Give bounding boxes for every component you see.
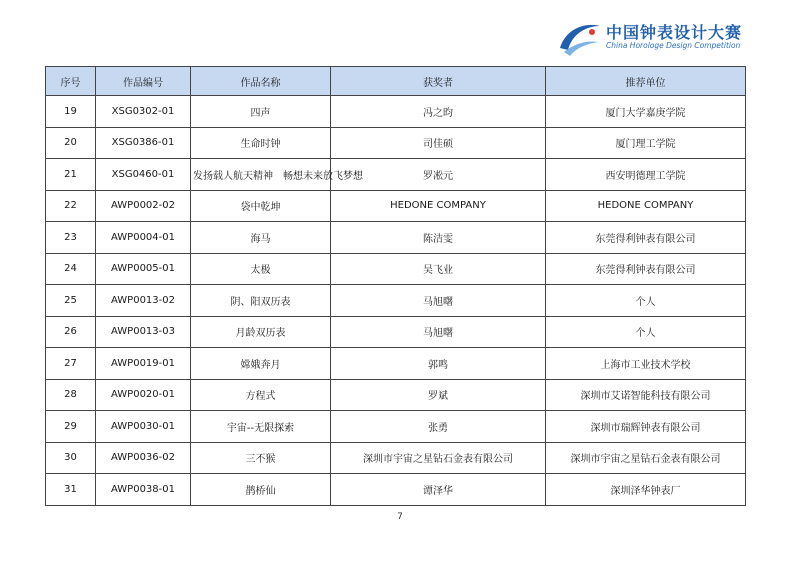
cell-number: 26: [46, 316, 96, 348]
table-row: [46, 285, 746, 317]
cell-recommending-unit: 东莞得利钟表有限公司: [546, 253, 746, 285]
cell-recommending-unit: 个人: [546, 285, 746, 317]
cell-work-name: 三不猴: [191, 442, 331, 474]
cell-recommending-unit: 深圳市宇宙之星钻石金表有限公司: [546, 442, 746, 474]
table-row: [46, 474, 746, 506]
cell-work-name: 嫦娥奔月: [191, 348, 331, 380]
cell-recommending-unit: 深圳市瑞辉钟表有限公司: [546, 411, 746, 443]
cell-work-name: 方程式: [191, 379, 331, 411]
cell-recommending-unit: 厦门理工学院: [546, 127, 746, 159]
cell-winner: 张勇: [331, 411, 546, 443]
table-row: [46, 442, 746, 474]
cell-winner: 谭泽华: [331, 474, 546, 506]
column-header-number: 序号: [46, 67, 96, 96]
table-row: [46, 379, 746, 411]
cell-number: 28: [46, 379, 96, 411]
cell-winner: 冯之昀: [331, 96, 546, 128]
table-row: [46, 348, 746, 380]
cell-winner: 马旭曙: [331, 285, 546, 317]
cell-work-name: 阴、阳双历表: [191, 285, 331, 317]
table-row: [46, 316, 746, 348]
cell-work-id: AWP0020-01: [96, 379, 191, 411]
logo-title: 中国钟表设计大赛: [606, 23, 743, 42]
cell-winner: 司佳硕: [331, 127, 546, 159]
cell-recommending-unit: 上海市工业技术学校: [546, 348, 746, 380]
cell-work-id: XSG0386-01: [96, 127, 191, 159]
cell-winner: HEDONE COMPANY: [331, 190, 546, 222]
cell-work-id: AWP0013-02: [96, 285, 191, 317]
cell-number: 20: [46, 127, 96, 159]
competition-logo: [556, 18, 756, 58]
cell-number: 19: [46, 96, 96, 128]
cell-recommending-unit: 深圳市艾诺智能科技有限公司: [546, 379, 746, 411]
cell-recommending-unit: HEDONE COMPANY: [546, 190, 746, 222]
cell-work-name: 太极: [191, 253, 331, 285]
cell-work-id: XSG0460-01: [96, 159, 191, 191]
cell-recommending-unit: 深圳泽华钟表厂: [546, 474, 746, 506]
column-header-winner: 获奖者: [331, 67, 546, 96]
cell-winner: 罗斌: [331, 379, 546, 411]
cell-recommending-unit: 个人: [546, 316, 746, 348]
cell-recommending-unit: 西安明德理工学院: [546, 159, 746, 191]
cell-work-id: AWP0002-02: [96, 190, 191, 222]
cell-winner: 马旭曙: [331, 316, 546, 348]
column-header-recommending-unit: 推荐单位: [546, 67, 746, 96]
cell-winner: 深圳市宇宙之星钻石金表有限公司: [331, 442, 546, 474]
cell-work-id: AWP0005-01: [96, 253, 191, 285]
cell-work-name: 发扬载人航天精神 畅想未来放飞梦想: [191, 159, 331, 191]
table-row: [46, 127, 746, 159]
table-header-row: [46, 67, 746, 96]
table-row: [46, 96, 746, 128]
cell-number: 22: [46, 190, 96, 222]
cell-work-name: 鹊桥仙: [191, 474, 331, 506]
cell-work-id: AWP0013-03: [96, 316, 191, 348]
cell-work-name: 宇宙--无限探索: [191, 411, 331, 443]
swirl-logo-icon: [556, 18, 604, 58]
cell-winner: 郭鸣: [331, 348, 546, 380]
cell-work-name: 四声: [191, 96, 331, 128]
table-row: [46, 159, 746, 191]
table-row: [46, 222, 746, 254]
cell-work-name: 生命时钟: [191, 127, 331, 159]
cell-number: 21: [46, 159, 96, 191]
cell-number: 24: [46, 253, 96, 285]
cell-number: 31: [46, 474, 96, 506]
table-row: [46, 253, 746, 285]
page-number: 7: [397, 512, 403, 522]
cell-number: 30: [46, 442, 96, 474]
cell-work-id: AWP0019-01: [96, 348, 191, 380]
table-row: [46, 411, 746, 443]
cell-work-id: AWP0004-01: [96, 222, 191, 254]
cell-recommending-unit: 厦门大学嘉庚学院: [546, 96, 746, 128]
cell-work-name: 海马: [191, 222, 331, 254]
column-header-work-id: 作品编号: [96, 67, 191, 96]
cell-work-name: 袋中乾坤: [191, 190, 331, 222]
cell-work-id: XSG0302-01: [96, 96, 191, 128]
cell-winner: 罗凇元: [331, 159, 546, 191]
table-row: [46, 190, 746, 222]
column-header-work-name: 作品名称: [191, 67, 331, 96]
cell-work-id: AWP0030-01: [96, 411, 191, 443]
cell-winner: 吴飞业: [331, 253, 546, 285]
cell-winner: 陈洁雯: [331, 222, 546, 254]
cell-work-name: 月龄双历表: [191, 316, 331, 348]
cell-number: 27: [46, 348, 96, 380]
cell-number: 29: [46, 411, 96, 443]
cell-number: 23: [46, 222, 96, 254]
cell-recommending-unit: 东莞得利钟表有限公司: [546, 222, 746, 254]
cell-work-id: AWP0038-01: [96, 474, 191, 506]
awards-table: [45, 66, 746, 506]
cell-number: 25: [46, 285, 96, 317]
cell-work-id: AWP0036-02: [96, 442, 191, 474]
logo-subtitle: China Horologe Design Competition: [606, 41, 741, 50]
